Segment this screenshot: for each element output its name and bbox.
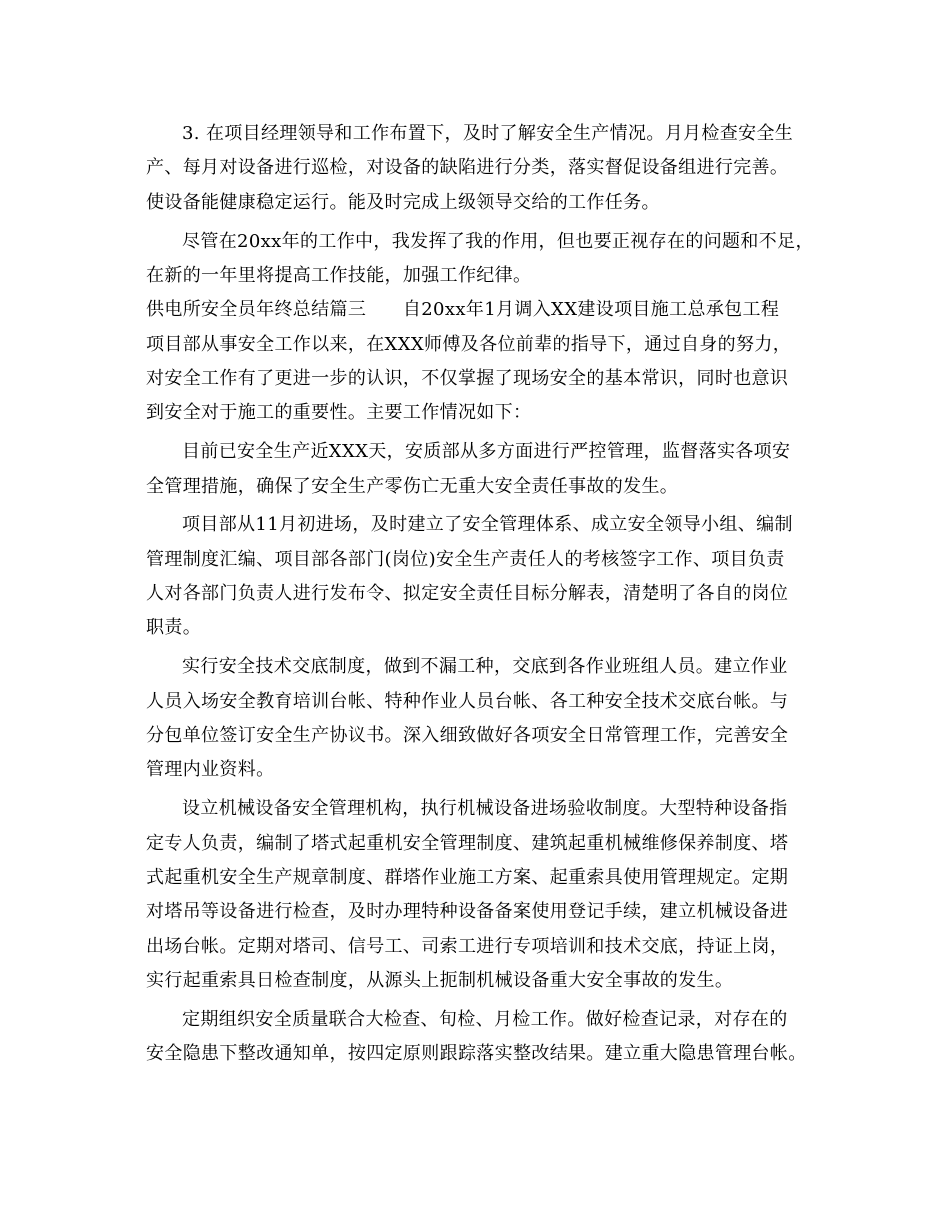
text-line: 出场台帐。定期对塔司、信号工、司索工进行专项培训和技术交底，持证上岗， [146, 936, 789, 957]
text-line: 全管理措施，确保了安全生产零伤亡无重大安全责任事故的发生。 [146, 476, 679, 497]
text-line: 目前已安全生产近XXX天，安质部从多方面进行严控管理，监督落实各项安 [182, 441, 791, 462]
text-line: 使设备能健康稳定运行。能及时完成上级领导交给的工作任务。 [146, 192, 660, 213]
text-line: 尽管在20xx年的工作中，我发挥了我的作用，但也要正视存在的问题和不足， [182, 231, 814, 252]
text-line: 职责。 [146, 617, 202, 638]
text-line: 在新的一年里将提高工作技能，加强工作纪律。 [146, 265, 532, 286]
text-line: 项目部从事安全工作以来，在XXX师傅及各位前辈的指导下，通过自身的努力， [146, 334, 792, 355]
text-line: 对塔吊等设备进行检查，及时办理特种设备备案使用登记手续，建立机械设备进 [146, 901, 789, 922]
text-line: 产、每月对设备进行巡检，对设备的缺陷进行分类，落实督促设备组进行完善。 [146, 157, 789, 178]
text-line: 供电所安全员年终总结篇三 自20xx年1月调入XX建设项目施工总承包工程 [146, 299, 780, 320]
text-line: 定期组织安全质量联合大检查、旬检、月检工作。做好检查记录，对存在的 [182, 1009, 788, 1030]
text-line: 到安全对于施工的重要性。主要工作情况如下： [146, 402, 532, 423]
text-line: 3. 在项目经理领导和工作布置下，及时了解安全生产情况。月月检查安全生 [182, 123, 794, 144]
text-line: 实行安全技术交底制度，做到不漏工种，交底到各作业班组人员。建立作业 [182, 656, 788, 677]
text-line: 人对各部门负责人进行发布令、拟定安全责任目标分解表，清楚明了各自的岗位 [146, 583, 789, 604]
text-line: 管理内业资料。 [146, 759, 275, 780]
text-line: 对安全工作有了更进一步的认识，不仅掌握了现场安全的基本常识，同时也意识 [146, 368, 789, 389]
text-line: 管理制度汇编、项目部各部门(岗位)安全生产责任人的考核签字工作、项目负责 [146, 549, 785, 570]
text-line: 设立机械设备安全管理机构，执行机械设备进场验收制度。大型特种设备指 [182, 798, 788, 819]
text-line: 人员入场安全教育培训台帐、特种作业人员台帐、各工种安全技术交底台帐。与 [146, 691, 789, 712]
text-line: 实行起重索具日检查制度，从源头上扼制机械设备重大安全事故的发生。 [146, 970, 734, 991]
text-line: 分包单位签订安全生产协议书。深入细致做好各项安全日常管理工作，完善安全 [146, 725, 789, 746]
text-line: 定专人负责，编制了塔式起重机安全管理制度、建筑起重机械维修保养制度、塔 [146, 833, 789, 854]
text-line: 式起重机安全生产规章制度、群塔作业施工方案、起重索具使用管理规定。定期 [146, 867, 789, 888]
text-line: 安全隐患下整改通知单，按四定原则跟踪落实整改结果。建立重大隐患管理台帐。 [146, 1043, 807, 1064]
text-line: 项目部从11月初进场，及时建立了安全管理体系、成立安全领导小组、编制 [182, 514, 793, 535]
